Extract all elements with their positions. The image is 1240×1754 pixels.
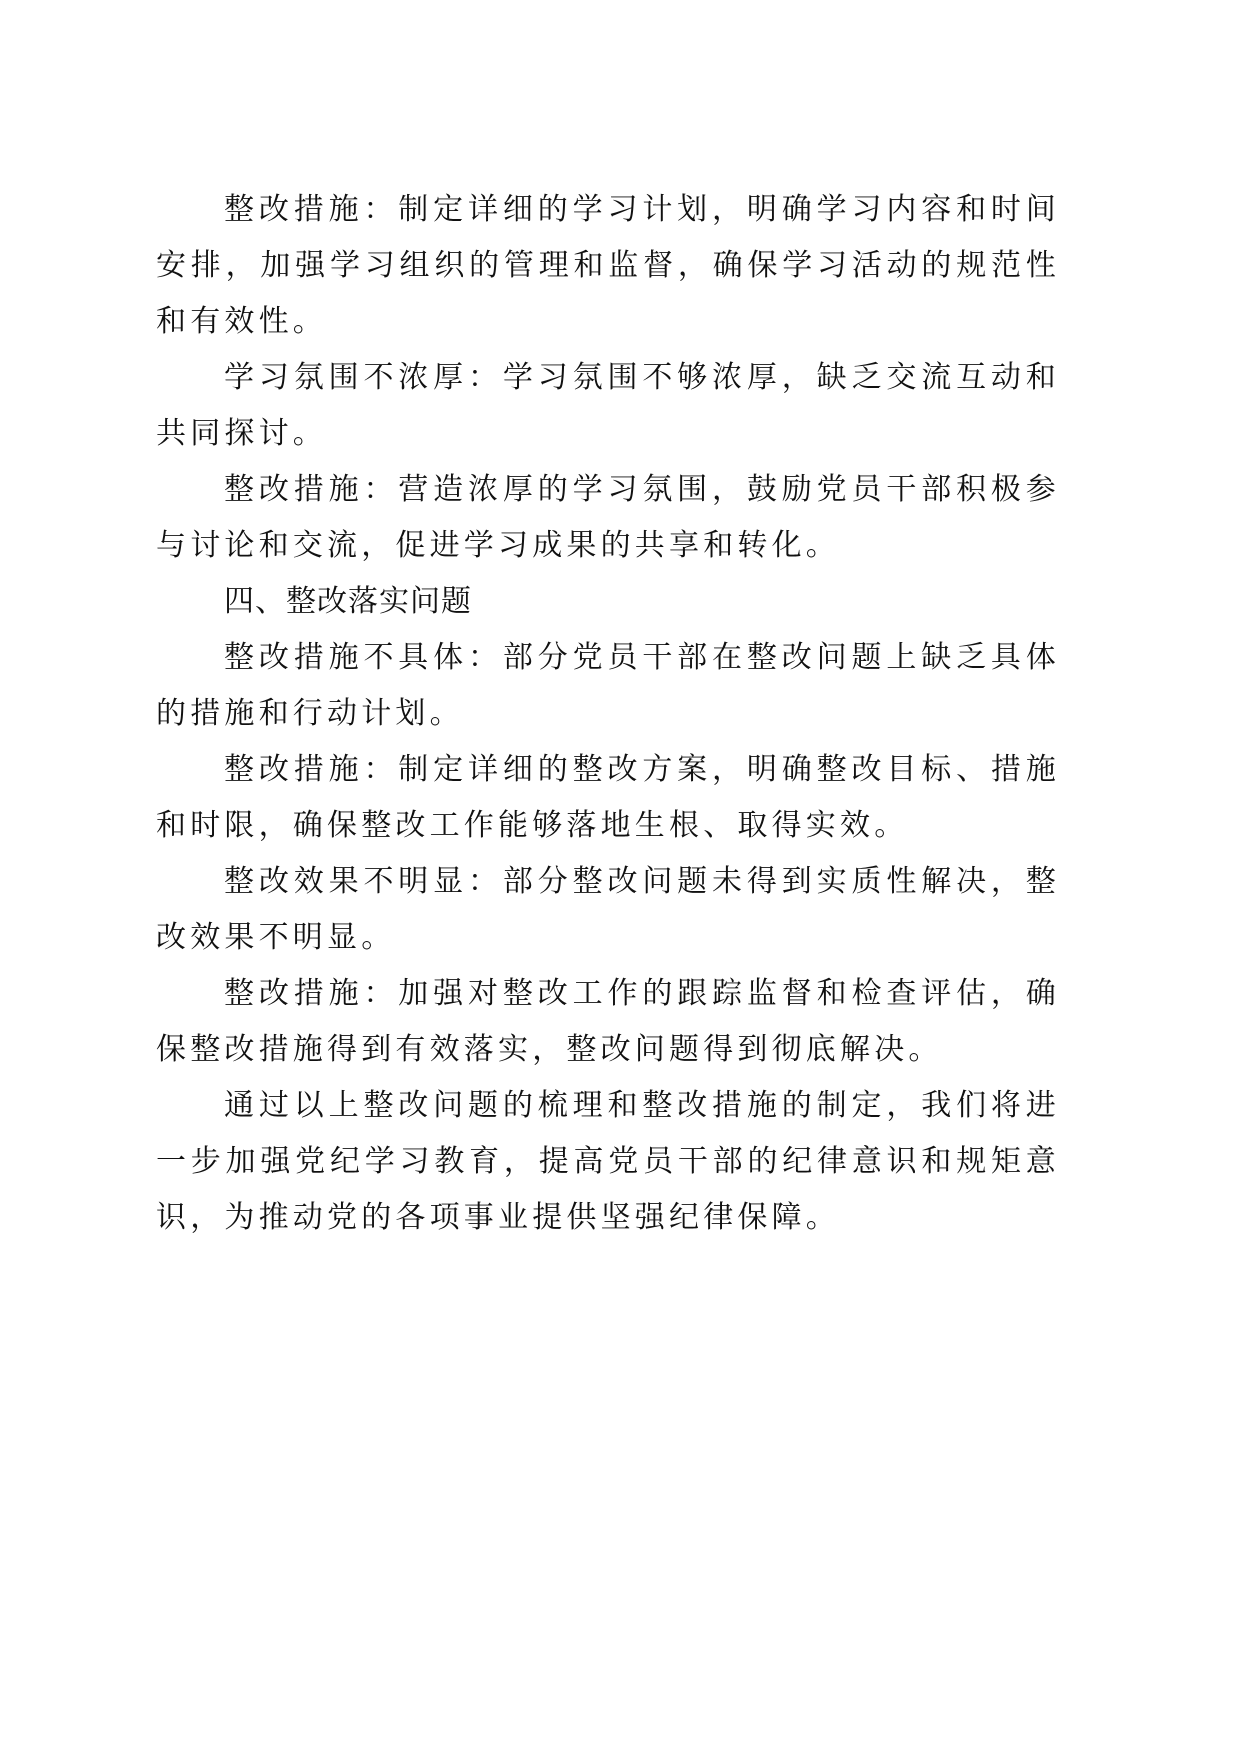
paragraph-study-atmosphere-issue: 学习氛围不浓厚：学习氛围不够浓厚，缺乏交流互动和共同探讨。 [156,360,1060,451]
document-body [156,182,1060,1246]
paragraph-rectification-plan-measure: 整改措施：制定详细的整改方案，明确整改目标、措施和时限，确保整改工作能够落地生根、取得实效。 [156,752,1060,843]
section-heading: 四、整改落实问题 [224,584,472,619]
paragraph-conclusion: 通过以上整改问题的梳理和整改措施的制定，我们将进一步加强党纪学习教育，提高党员干部的纪律意识和规矩意识，为推动党的各项事业提供坚强纪律保障。 [156,1088,1060,1235]
paragraph-effect-not-obvious: 整改效果不明显：部分整改问题未得到实质性解决，整改效果不明显。 [156,864,1060,955]
paragraph-study-plan-measure: 整改措施：制定详细的学习计划，明确学习内容和时间安排，加强学习组织的管理和监督，确保学习活动的规范性和有效性。 [156,192,1060,339]
paragraph-study-atmosphere-measure: 整改措施：营造浓厚的学习氛围，鼓励党员干部积极参与讨论和交流，促进学习成果的共享和转化。 [156,472,1060,563]
paragraph-measures-not-specific: 整改措施不具体：部分党员干部在整改问题上缺乏具体的措施和行动计划。 [156,640,1060,731]
paragraph-supervision-measure: 整改措施：加强对整改工作的跟踪监督和检查评估，确保整改措施得到有效落实，整改问题得到彻底解决。 [156,976,1060,1067]
